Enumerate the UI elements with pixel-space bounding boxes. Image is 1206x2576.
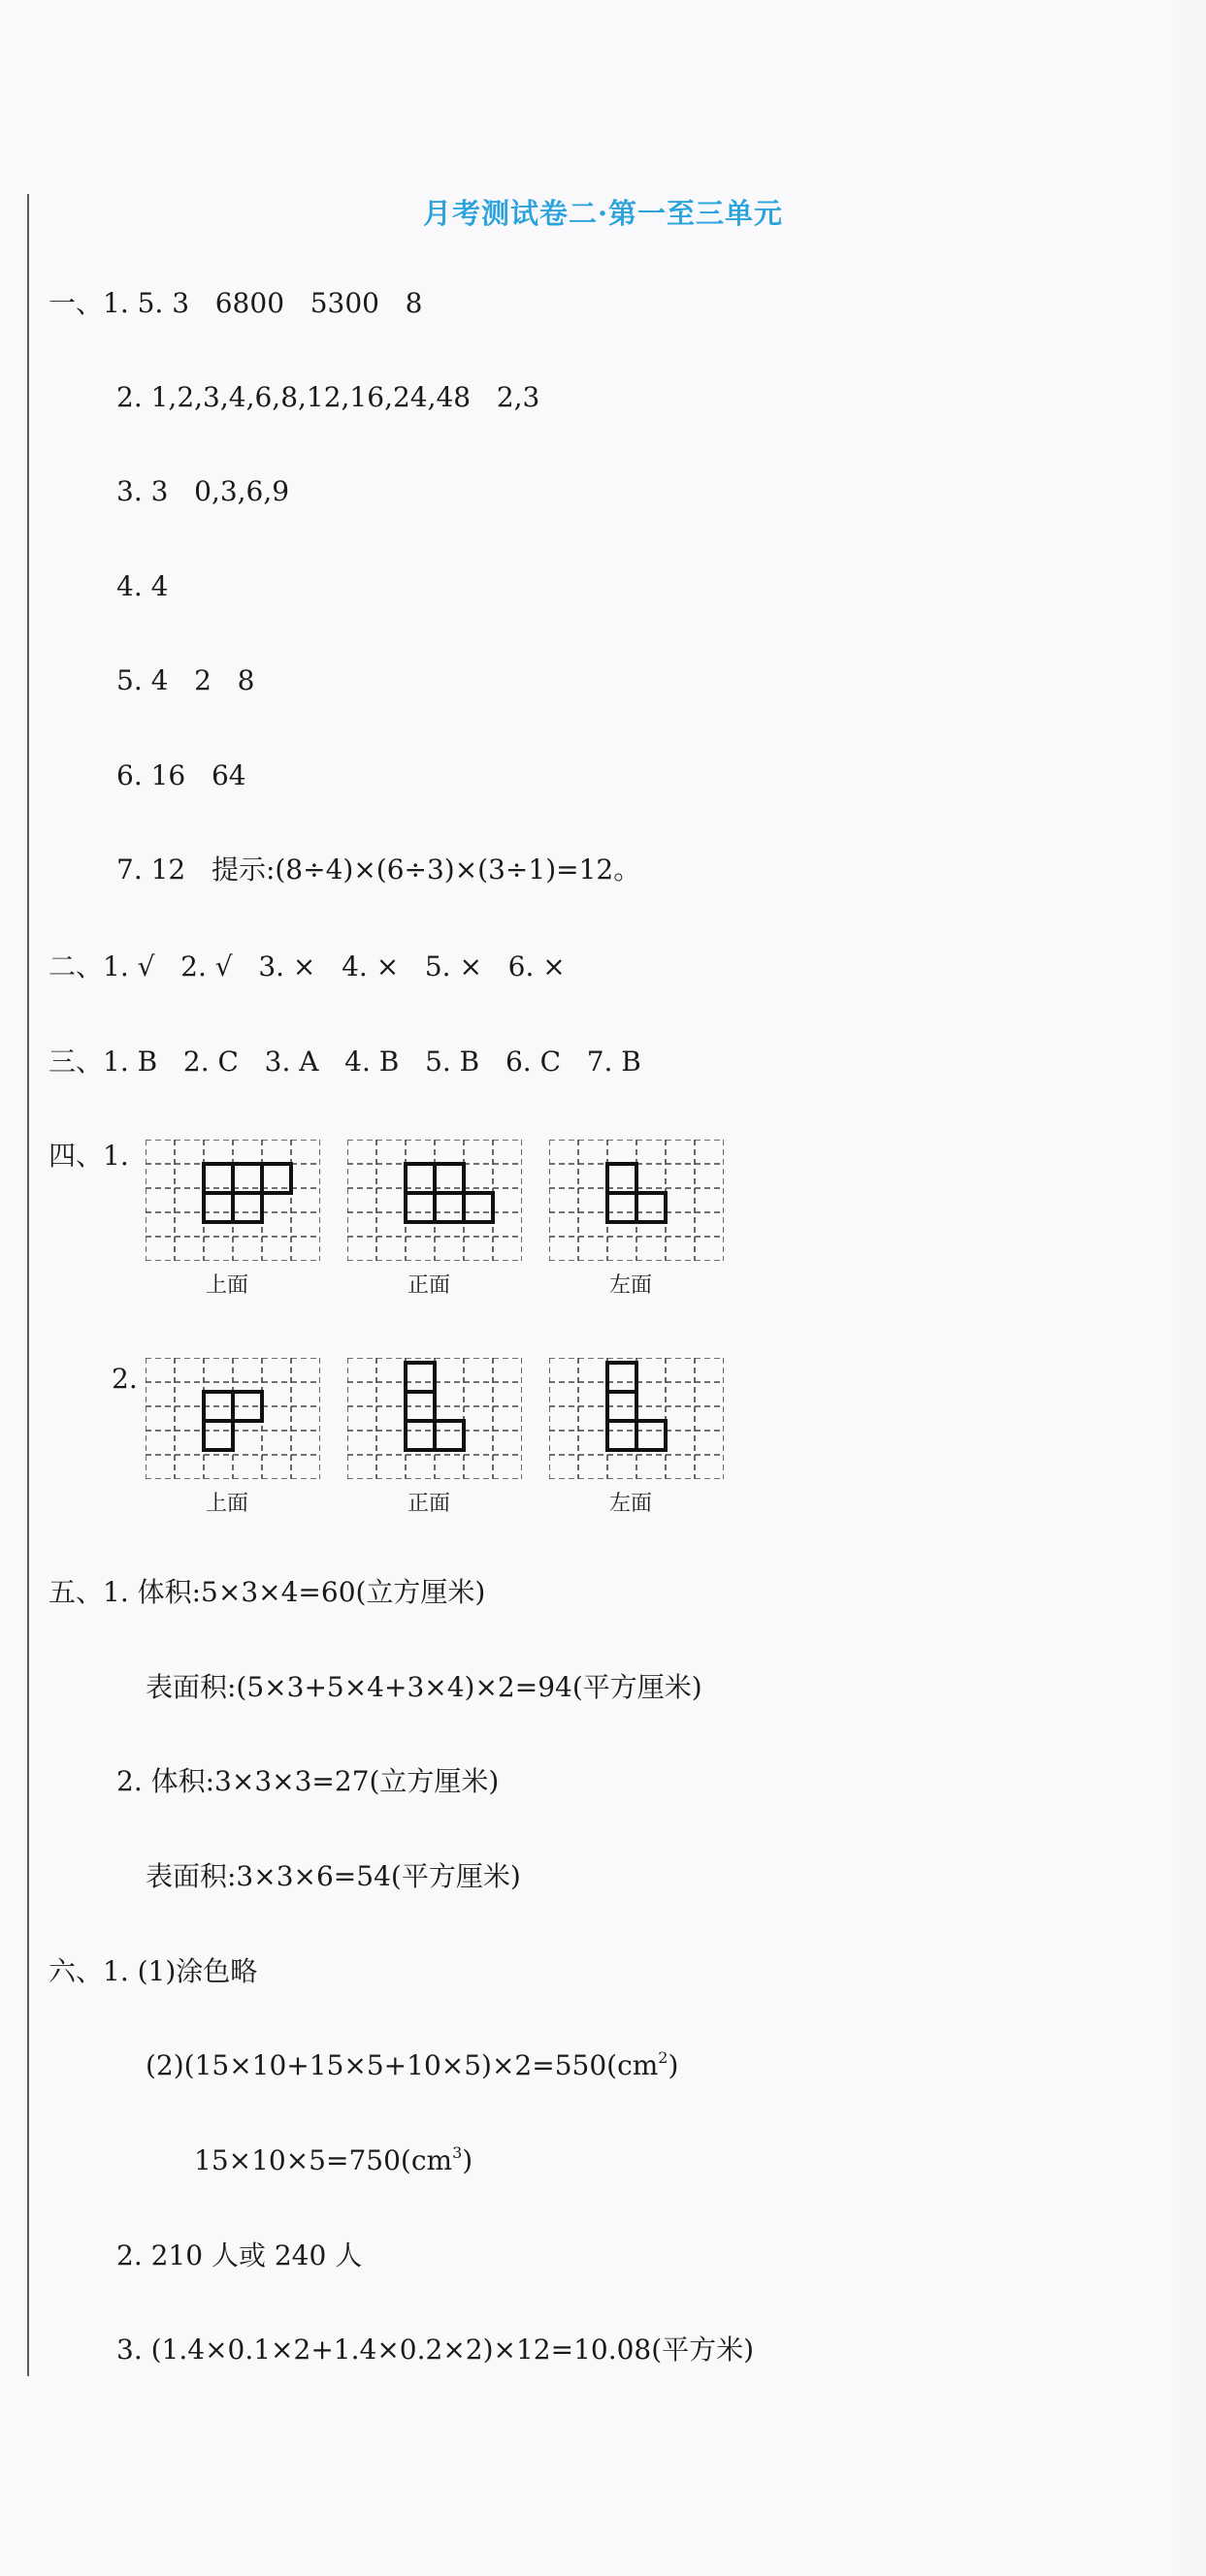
answer-1-3: 3. 3 0,3,6,9 xyxy=(116,475,290,507)
answer-4-2-prefix: 2. xyxy=(112,1363,138,1395)
label-front-1: 正面 xyxy=(407,1273,451,1298)
answer-1-5: 5. 4 2 8 xyxy=(116,664,255,696)
answer-1-1: 一、1. 5. 3 6800 5300 8 xyxy=(49,287,423,319)
answer-1-6: 6. 16 64 xyxy=(116,759,246,791)
answer-6-2: 2. 210 人或 240 人 xyxy=(116,2239,363,2271)
answer-5-2: 2. 体积:3×3×3=27(立方厘米) xyxy=(116,1765,500,1797)
view-left-1 xyxy=(549,1140,724,1261)
view-top-1 xyxy=(146,1140,320,1261)
answer-6-1-2: $(2)(15\times 10+15\times 5+10\times 5)\times 2=550(cm^2)$ xyxy=(146,2048,679,2081)
label-front-2: 正面 xyxy=(407,1492,451,1516)
answer-6-1-1: 六、1. (1)涂色略 xyxy=(49,1955,258,1987)
answer-1-7: 7. 12 提示:(8÷4)×(6÷3)×(3÷1)=12。 xyxy=(116,853,641,886)
answer-5-1: 五、1. 体积:5×3×4=60(立方厘米) xyxy=(49,1576,486,1608)
answer-5-2-surface: 表面积:3×3×6=54(平方厘米) xyxy=(146,1860,521,1892)
answer-5-1-surface: 表面积:(5×3+5×4+3×4)×2=94(平方厘米) xyxy=(146,1671,702,1703)
label-left-2: 左面 xyxy=(609,1492,653,1516)
answer-2: 二、1. √ 2. √ 3. × 4. × 5. × 6. × xyxy=(49,950,566,982)
label-top-2: 上面 xyxy=(206,1492,249,1516)
answer-1-2: 2. 1,2,3,4,6,8,12,16,24,48 2,3 xyxy=(116,381,540,413)
answer-6-1-3: $15\times 10\times 5=750(cm^3)$ xyxy=(194,2143,473,2176)
label-left-1: 左面 xyxy=(609,1273,653,1298)
view-left-2 xyxy=(549,1358,724,1479)
answer-4-1-prefix: 四、1. xyxy=(49,1140,129,1172)
view-front-1 xyxy=(347,1140,522,1261)
view-top-2 xyxy=(146,1358,320,1479)
view-front-2 xyxy=(347,1358,522,1479)
margin-line xyxy=(27,194,29,2376)
page-title: 月考测试卷二·第一至三单元 xyxy=(422,197,784,230)
answer-3: 三、1. B 2. C 3. A 4. B 5. B 6. C 7. B xyxy=(49,1046,641,1078)
answer-6-3: 3. (1.4×0.1×2+1.4×0.2×2)×12=10.08(平方米) xyxy=(116,2334,755,2366)
answer-1-4: 4. 4 xyxy=(116,570,169,602)
label-top-1: 上面 xyxy=(206,1273,249,1298)
